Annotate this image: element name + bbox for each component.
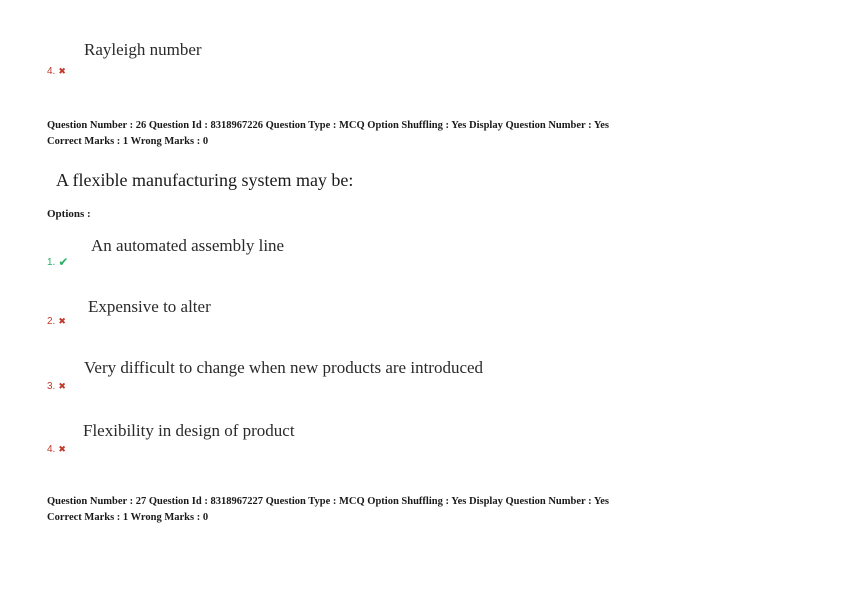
prev-option-4-number xyxy=(47,66,66,77)
q27-meta-line2: Correct Marks : 1 Wrong Marks : 0 xyxy=(47,512,209,523)
q26-options-label: Options : xyxy=(47,208,91,220)
option-index: 1. xyxy=(47,256,56,268)
q26-meta-line1: Question Number : 26 Question Id : 8318967226 Question Type : MCQ Option Shuffling : Yes Display Question Number : Yes xyxy=(47,120,610,131)
q26-option-3-number xyxy=(47,381,66,392)
q26-meta xyxy=(47,118,609,150)
q27-meta-line1: Question Number : 27 Question Id : 8318967227 Question Type : MCQ Option Shuffling : Yes Display Question Number : Yes xyxy=(47,496,610,507)
prev-option-4-text: Rayleigh number xyxy=(84,40,202,59)
wrong-cross-icon: ✖ xyxy=(58,66,66,76)
q26-option-1-number xyxy=(47,256,68,268)
q26-option-1-text: An automated assembly line xyxy=(91,236,285,255)
q26-option-2-text: Expensive to alter xyxy=(88,297,211,316)
correct-check-icon: ✔ xyxy=(58,255,69,269)
option-index: 4. xyxy=(47,444,56,455)
q26-question-text: A flexible manufacturing system may be: xyxy=(56,170,354,190)
option-index: 3. xyxy=(47,381,56,392)
wrong-cross-icon: ✖ xyxy=(58,444,66,454)
q26-option-4-text: Flexibility in design of product xyxy=(83,421,295,440)
q27-meta xyxy=(47,494,609,526)
option-index: 4. xyxy=(47,66,56,77)
q26-option-2-number xyxy=(47,316,66,327)
wrong-cross-icon: ✖ xyxy=(58,381,66,391)
option-index: 2. xyxy=(47,316,56,327)
q26-meta-line2: Correct Marks : 1 Wrong Marks : 0 xyxy=(47,136,209,147)
q26-option-3-text: Very difficult to change when new products are introduced xyxy=(84,358,484,377)
q26-option-4-number xyxy=(47,444,66,455)
wrong-cross-icon: ✖ xyxy=(58,316,66,326)
